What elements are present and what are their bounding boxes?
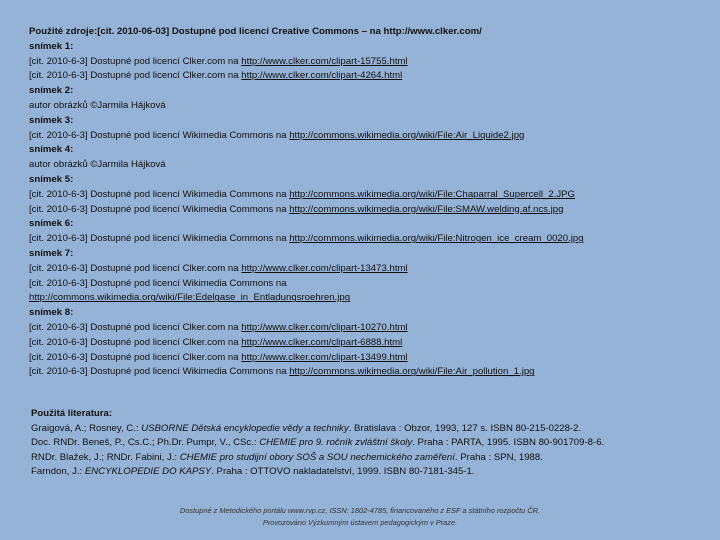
citation-link[interactable]: http://commons.wikimedia.org/wiki/File:Air_Liquide2.jpg [289,129,525,141]
literature-authors: RNDr. Blažek, J.; RNDr. Fabini, J.: [31,451,180,463]
citation-prefix: [cit. 2010-6-3] Dostupné pod licencí Clker.com na [29,262,242,274]
citation-prefix: [cit. 2010-6-3] Dostupné pod licencí Wikimedia Commons na [29,277,287,289]
citation-line [29,188,714,203]
citation-line [29,277,714,292]
literature-heading: Použitá literatura: [31,408,113,419]
citation-link[interactable]: http://commons.wikimedia.org/wiki/File:Edelgase_in_Entladungsroehren.jpg [29,292,351,304]
citation-line [29,365,714,380]
literature-title: CHEMIE pro 9. ročník zvláštní školy [259,437,413,448]
citation-link[interactable]: http://www.clker.com/clipart-15755.html [241,55,408,67]
literature-entry [31,451,711,466]
slide-label: snímek 5: [29,173,74,185]
citation-line [29,336,714,351]
citation-link[interactable]: http://commons.wikimedia.org/wiki/File:Nitrogen_ice_cream_0020.jpg [289,233,584,245]
citation-link[interactable]: http://www.clker.com/clipart-10270.html [241,321,408,333]
literature-title: USBORNE Dětská encyklopedie vědy a techniky [141,422,349,434]
slide-label: snímek 3: [29,114,74,126]
citation-line [29,203,714,218]
slide-label: snímek 1: [29,40,74,52]
citation-link[interactable]: http://commons.wikimedia.org/wiki/File:Air_pollution_1.jpg [289,366,535,378]
literature-list [31,422,711,480]
literature-authors: Doc. RNDr. Beneš, P., Cs.C.; Ph.Dr. Pumpr, V., CSc.: [31,437,260,448]
citation-prefix: [cit. 2010-6-3] Dostupné pod licencí Clker.com na [29,55,242,67]
citation-prefix: [cit. 2010-6-3] Dostupné pod licencí Wikimedia Commons na [29,188,290,200]
citation-prefix: [cit. 2010-6-3] Dostupné pod licencí Wikimedia Commons na [29,366,290,378]
literature-entry [31,422,711,437]
citation-line [29,55,714,70]
sources-heading: Použité zdroje:[cit. 2010-06-03] Dostupné pod licencí Creative Commons – na http://www.clker.com/ [29,26,482,37]
slide-label: snímek 6: [29,218,74,230]
citation-line [29,69,714,84]
image-sources-section [29,25,714,380]
author-credit: autor obrázků ©Jarmila Hájková [29,99,166,111]
citation-line [29,351,714,366]
literature-title: CHEMIE pro studijní obory SOŠ a SOU nechemického zaměření [179,451,455,463]
literature-authors: Farndon, J.: [31,466,85,477]
citation-line [29,129,714,144]
author-credit: autor obrázků ©Jarmila Hájková [29,159,166,171]
citation-link[interactable]: http://www.clker.com/clipart-4264.html [241,70,403,82]
citation-prefix: [cit. 2010-6-3] Dostupné pod licencí Clker.com na [29,70,242,82]
citation-prefix: [cit. 2010-6-3] Dostupné pod licencí Clker.com na [29,321,242,333]
citation-line [29,262,714,277]
citation-link[interactable]: http://commons.wikimedia.org/wiki/File:SMAW.welding.af.ncs.jpg [289,203,564,215]
literature-entry [31,465,711,480]
literature-publication: . Praha : SPN, 1988. [454,451,543,463]
literature-publication: . Praha : PARTA, 1995. ISBN 80-901709-8-6. [412,437,605,448]
citation-link[interactable]: http://www.clker.com/clipart-13499.html [241,351,408,363]
footer-line-1: Dostupné z Metodického portálu www.rvp.cz, ISSN: 1802-4785, financovaného z ESF a státního rozpočtu ČR. [179,506,541,515]
literature-title: ENCYKLOPEDIE DO KAPSY [84,466,212,477]
citation-line [29,321,714,336]
literature-publication: . Praha : OTTOVO nakladatelství, 1999. ISBN 80-7181-345-1. [211,466,475,477]
footer-line-2: Provozováno Výzkumným ústavem pedagogickým v Praze. [262,518,458,527]
citation-prefix: [cit. 2010-6-3] Dostupné pod licencí Clker.com na [29,351,242,363]
citation-link[interactable]: http://www.clker.com/clipart-6888.html [241,336,403,348]
citation-prefix: [cit. 2010-6-3] Dostupné pod licencí Wikimedia Commons na [29,233,290,245]
citation-line [29,291,714,306]
citation-line [29,232,714,247]
citation-link[interactable]: http://commons.wikimedia.org/wiki/File:Chaparral_Supercell_2.JPG [289,188,576,200]
slide-label: snímek 4: [29,144,74,156]
footer [0,505,720,529]
slide-label: snímek 2: [29,85,74,97]
literature-section [31,407,711,480]
citation-prefix: [cit. 2010-6-3] Dostupné pod licencí Clker.com na [29,336,242,348]
slide-label: snímek 8: [29,307,74,319]
literature-entry [31,436,711,451]
citation-link[interactable]: http://www.clker.com/clipart-13473.html [241,262,408,274]
sources-list [29,40,714,380]
citation-prefix: [cit. 2010-6-3] Dostupné pod licencí Wikimedia Commons na [29,129,290,141]
citation-prefix: [cit. 2010-6-3] Dostupné pod licencí Wikimedia Commons na [29,203,290,215]
literature-authors: Graigová, A.; Rosney, C.: [31,422,142,434]
slide-label: snímek 7: [29,247,74,259]
literature-publication: . Bratislava : Obzor, 1993, 127 s. ISBN 80-215-0228-2. [348,422,582,434]
